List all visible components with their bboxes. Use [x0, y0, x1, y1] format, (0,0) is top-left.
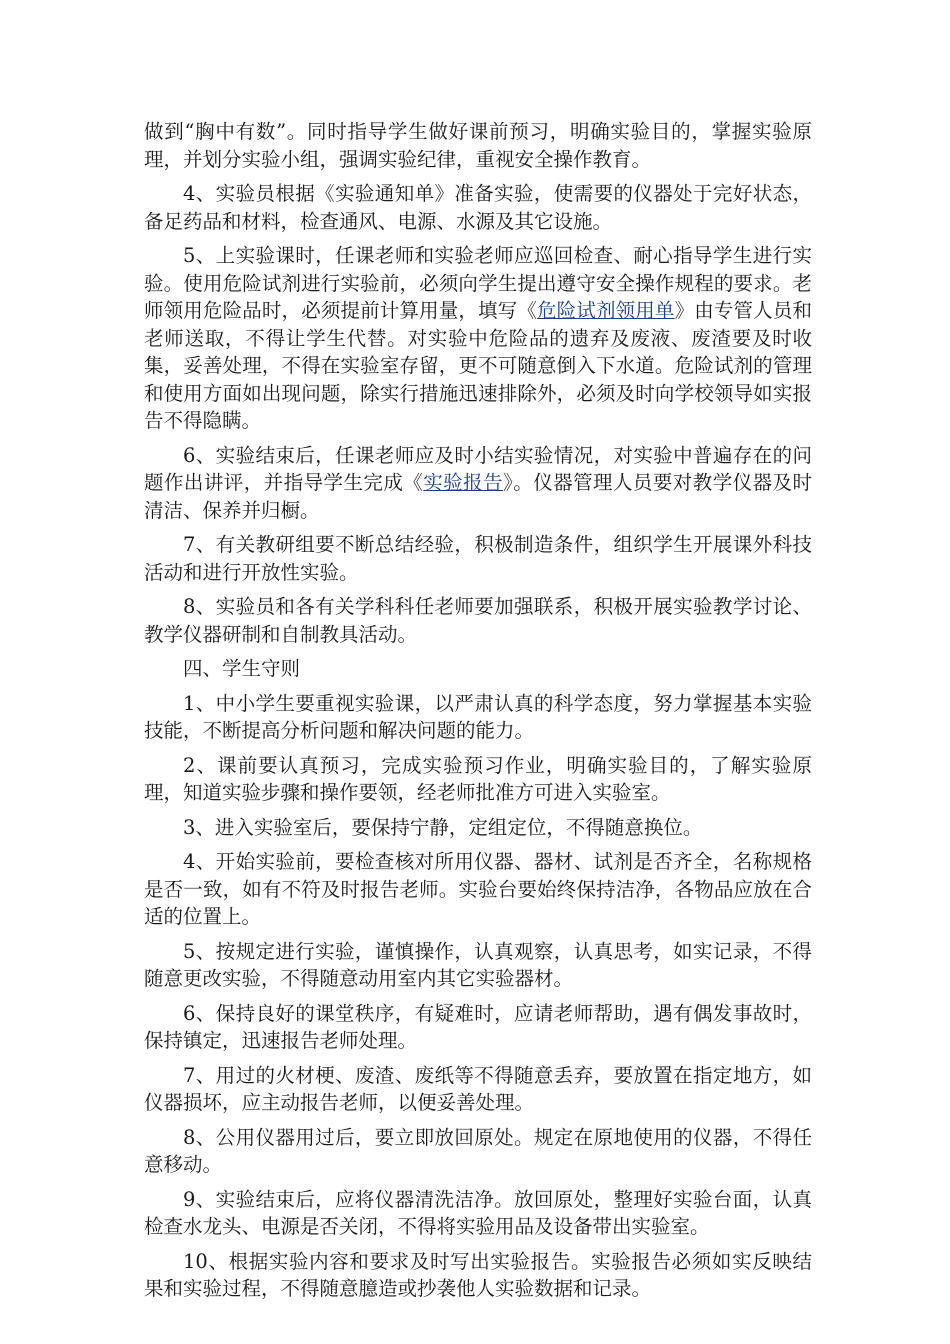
- hazardous-reagent-form-link[interactable]: 危险试剂领用单: [537, 299, 675, 322]
- rule-item-1: 1、中小学生要重视实验课，以严肃认真的科学态度，努力掌握基本实验技能，不断提高分析问题和解决问题的能力。: [144, 691, 812, 742]
- rule-item-2: 2、课前要认真预习，完成实验预习作业，明确实验目的，了解实验原理，知道实验步骤和操作要领，经老师批准方可进入实验室。: [144, 753, 812, 804]
- rule-item-7: 7、用过的火材梗、废渣、废纸等不得随意丢弃，要放置在指定地方，如仪器损坏，应主动报告老师，以便妥善处理。: [144, 1063, 812, 1114]
- section-heading-student-rules: 四、学生守则: [183, 657, 301, 680]
- rule-item-10: 10、根据实验内容和要求及时写出实验报告。实验报告必须如实反映结果和实验过程，不得随意臆造或抄袭他人实验数据和记录。: [144, 1249, 812, 1300]
- paragraph-item-4: 4、实验员根据《实验通知单》准备实验，使需要的仪器处于完好状态，备足药品和材料，检查通风、电源、水源及其它设施。: [144, 182, 812, 233]
- paragraph-item-6-text-b: 》。仪器管理人员要对教学仪器及时清洁、保养并归橱。: [144, 471, 812, 522]
- paragraph-item-5-text-b: 》由专管人员和老师送取，不得让学生代替。对实验中危险品的遗弃及废液、废渣要及时收集，妥善处理，不得在实验室存留，更不可随意倒入下水道。危险试剂的管理和使用方面如出现问题，除实行措施迅速排除外，必须及时向学校领导如实报告不得隐瞒。: [144, 299, 812, 432]
- paragraph-continued: 做到“胸中有数”。同时指导学生做好课前预习，明确实验目的，掌握实验原理，并划分实验小组，强调实验纪律，重视安全操作教育。: [144, 120, 812, 171]
- paragraph-item-7: 7、有关教研组要不断总结经验，积极制造条件，组织学生开展课外科技活动和进行开放性实验。: [144, 533, 812, 584]
- document-body: [144, 118, 812, 1310]
- experiment-report-link[interactable]: 实验报告: [423, 471, 504, 494]
- rule-item-9: 9、实验结束后，应将仪器清洗洁净。放回原处，整理好实验台面，认真检查水龙头、电源是否关闭，不得将实验用品及设备带出实验室。: [144, 1187, 812, 1238]
- paragraph-item-6: [144, 442, 812, 525]
- paragraph-item-5: [144, 242, 812, 435]
- paragraph-item-8: 8、实验员和各有关学科科任老师要加强联系，积极开展实验教学讨论、教学仪器研制和自制教具活动。: [144, 595, 812, 646]
- rule-item-8: 8、公用仪器用过后，要立即放回原处。规定在原地使用的仪器，不得任意移动。: [144, 1125, 812, 1176]
- rule-item-4: 4、开始实验前，要检查核对所用仪器、器材、试剂是否齐全，名称规格是否一致，如有不符及时报告老师。实验台要始终保持洁净，各物品应放在合适的位置上。: [144, 850, 812, 928]
- rule-item-6: 6、保持良好的课堂秩序，有疑难时，应请老师帮助，遇有偶发事故时，保持镇定，迅速报告老师处理。: [144, 1001, 812, 1052]
- paragraph-item-6-text-a: 6、实验结束后，任课老师应及时小结实验情况，对实验中普遍存在的问题作出讲评，并指导学生完成《: [144, 443, 812, 494]
- paragraph-item-5-text-a: 5、上实验课时，任课老师和实验老师应巡回检查、耐心指导学生进行实验。使用危险试剂进行实验前，必须向学生提出遵守安全操作规程的要求。老师领用危险品时，必须提前计算用量，填写《: [144, 244, 812, 322]
- rule-item-3: 3、进入实验室后，要保持宁静，定组定位，不得随意换位。: [183, 815, 703, 839]
- rule-item-5: 5、按规定进行实验，谨慎操作，认真观察，认真思考，如实记录，不得随意更改实验，不得随意动用室内其它实验器材。: [144, 939, 812, 990]
